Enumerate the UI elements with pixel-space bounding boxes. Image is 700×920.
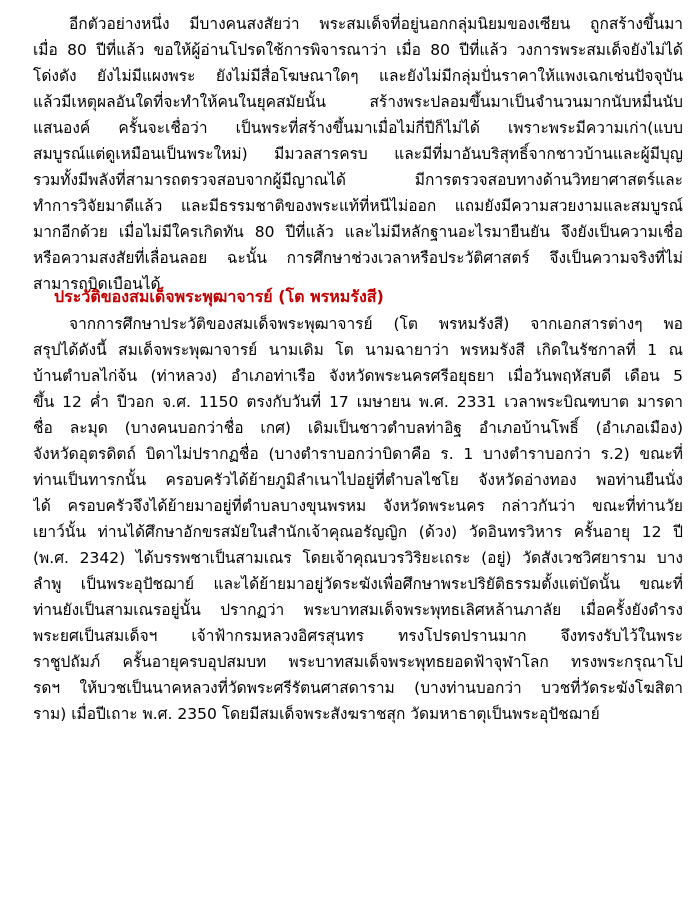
paragraph-line: แล้วมีเหตุผลอันใดที่จะทำให้คนในยุคสมัยนั้น สร้างพระปลอมขึ้นมาเป็นจำนวนมากนับหมื่นนับ (33, 93, 683, 111)
paragraph-line: ท่านเป็นทารกนั้น ครอบครัวได้ย้ายภูมิลำเนาไปอยู่ที่ตำบลไชโย จังหวัดอ่างทอง พอท่านยืนนั่ง (33, 471, 683, 489)
paragraph-line: อีกตัวอย่างหนึ่ง มีบางคนสงสัยว่า พระสมเด็จที่อยู่นอกกลุ่มนิยมของเซียน ถูกสร้างขึ้นมา (69, 15, 683, 33)
paragraph-line: ราม) เมื่อปีเถาะ พ.ศ. 2350 โดยมีสมเด็จพระสังฆราชสุก วัดมหาธาตุเป็นพระอุปัชฌาย์ (33, 705, 600, 723)
paragraph-line: หรือความสงสัยที่เลื่อนลอย ฉะนั้น การศึกษาช่วงเวลาหรือประวัติศาสตร์ จึงเป็นความจริงที่ไม่ (33, 249, 683, 267)
paragraph-line: สมบูรณ์แต่ดูเหมือนเป็นพระใหม่) มีมวลสารครบ และมีที่มาอันบริสุทธิ์จากชาวบ้านและผู้มีบุญ (33, 145, 683, 163)
paragraph-line: ท่านยังเป็นสามเณรอยู่นั้น ปรากฏว่า พระบาทสมเด็จพระพุทธเลิศหล้านภาลัย เมื่อครั้งยังดำรง (33, 601, 683, 619)
paragraph-line: เมื่อ 80 ปีที่แล้ว ขอให้ผู้อ่านโปรดใช้การพิจารณาว่า เมื่อ 80 ปีที่แล้ว วงการพระสมเด็จยังไม่ได้ (33, 41, 683, 59)
paragraph-line: บ้านตำบลไก่จ้น (ท่าหลวง) อำเภอท่าเรือ จังหวัดพระนครศรีอยุธยา เมื่อวันพฤหัสบดี เดือน 5 (33, 367, 683, 385)
paragraph-line: รดฯ ให้บวชเป็นนาคหลวงที่วัดพระศรีรัตนศาสดาราม (บางท่านบอกว่า บวชที่วัดระฆังโฆสิตา (33, 679, 683, 697)
paragraph-line: ขึ้น 12 ค่ำ ปีวอก จ.ศ. 1150 ตรงกับวันที่ 17 เมษายน พ.ศ. 2331 เวลาพระบิณฑบาต มารดา (33, 393, 683, 411)
paragraph-line: (พ.ศ. 2342) ได้บรรพชาเป็นสามเณร โดยเจ้าคุณบวรวิริยะเถระ (อยู่) วัดสังเวชวิศยาราม บาง (33, 549, 683, 567)
paragraph-line: ชื่อ ละมุด (บางคนบอกว่าชื่อ เกศ) เดิมเป็นชาวตำบลท่าอิฐ อำเภอบ้านโพธิ์ (อำเภอเมือง) (33, 419, 683, 437)
paragraph-line: พระยศเป็นสมเด็จฯ เจ้าฟ้ากรมหลวงอิศรสุนทร ทรงโปรดปรานมาก จึงทรงรับไว้ในพระ (33, 627, 683, 645)
paragraph-line: ทำการวิจัยมาดีแล้ว และมีธรรมชาติของพระแท้ที่หนีไม่ออก แถมยังมีความสวยงามและสมบูรณ์ (33, 197, 683, 215)
paragraph-line: โด่งดัง ยังไม่มีแผงพระ ยังไม่มีสื่อโฆษณาใดๆ และยังไม่มีกลุ่มปั่นราคาให้แพงเฉกเช่นปัจจุบัน (33, 67, 683, 85)
paragraph-line: สามารถบิดเบือนได้ (33, 275, 161, 293)
intro-paragraph (33, 11, 683, 297)
paragraph-line: มากอีกด้วย เมื่อไม่มีใครเกิดทัน 80 ปีที่แล้ว และไม่มีหลักฐานอะไรมายืนยัน จึงยังเป็นความเชื่อ (33, 223, 683, 241)
paragraph-line: ราชูปถัมภ์ ครั้นอายุครบอุปสมบท พระบาทสมเด็จพระพุทธยอดฟ้าจุฬาโลก ทรงพระกรุณาโป (33, 653, 683, 671)
paragraph-line: จังหวัดอุตรดิตถ์ บิดาไม่ปรากฏชื่อ (บางตำราบอกว่าบิดาคือ ร. 1 บางตำราบอกว่า ร.2) ขณะที่ (33, 445, 683, 463)
paragraph-line: แสนองค์ ครั้นจะเชื่อว่า เป็นพระที่สร้างขึ้นมาเมื่อไม่กี่ปีก็ไม่ได้ เพราะพระมีความเก่า(แบบ (33, 119, 683, 137)
paragraph-line: ลำพู เป็นพระอุปัชฌาย์ และได้ย้ายมาอยู่วัดระฆังเพื่อศึกษาพระปริยัติธรรมตั้งแต่บัดนั้น ขณะที่ (33, 575, 683, 593)
paragraph-line: จากการศึกษาประวัติของสมเด็จพระพุฒาจารย์ (โต พรหมรังสี) จากเอกสารต่างๆ พอ (69, 315, 683, 333)
paragraph-line: ได้ ครอบครัวจึงได้ย้ายมาอยู่ที่ตำบลบางขุนพรหม จังหวัดพระนคร กล่าวกันว่า ขณะที่ท่านวัย (33, 497, 683, 515)
paragraph-line: รวมทั้งมีพลังที่สามารถตรวจสอบจากผู้มีญาณได้ มีการตรวจสอบทางด้านวิทยาศาสตร์และ (33, 171, 683, 189)
biography-paragraph (33, 311, 683, 727)
section-heading: ประวัติของสมเด็จพระพุฒาจารย์ (โต พรหมรังสี) (54, 287, 384, 306)
paragraph-line: เยาว์นั้น ท่านได้ศึกษาอักขรสมัยในสำนักเจ้าคุณอรัญญิก (ด้วง) วัดอินทรวิหาร ครั้นอายุ 12 ปี (33, 523, 683, 541)
paragraph-line: สรุปได้ดังนี้ สมเด็จพระพุฒาจารย์ นามเดิม โต นามฉายาว่า พรหมรังสี เกิดในรัชกาลที่ 1 ณ (33, 341, 683, 359)
